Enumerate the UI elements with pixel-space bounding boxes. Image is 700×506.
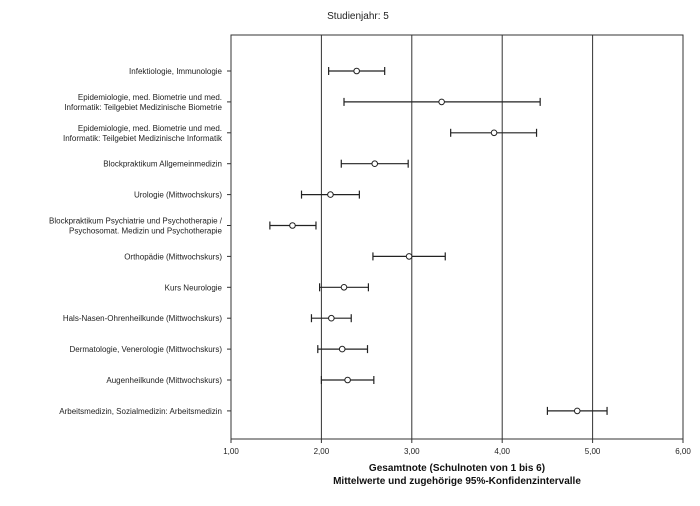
mean-marker <box>406 254 412 260</box>
category-label-4: Blockpraktikum Allgemeinmedizin <box>103 159 222 169</box>
mean-marker <box>574 408 580 414</box>
x-tick-label-6: 6,00 <box>675 447 691 456</box>
mean-marker <box>345 377 351 383</box>
category-label-2-line-1: Epidemiologie, med. Biometrie und med. <box>77 92 222 102</box>
mean-marker <box>339 346 345 352</box>
error-bar-10 <box>318 345 368 353</box>
category-label-11: Augenheilkunde (Mittwochskurs) <box>106 376 222 385</box>
x-tick-label-2: 2,00 <box>313 447 330 456</box>
category-label-5: Urologie (Mittwochskurs) <box>133 190 222 200</box>
category-label-7: Orthopädie (Mittwochskurs) <box>124 252 222 262</box>
category-label-3-line-2: Informatik: Teilgebiet Medizinische Informatik <box>62 133 222 143</box>
reference-lines <box>321 35 592 439</box>
error-bar-7 <box>373 252 445 260</box>
mean-marker <box>372 161 378 167</box>
category-label-2-line-2: Informatik: Teilgebiet Medizinische Biometrie <box>64 102 222 112</box>
mean-marker <box>290 223 296 229</box>
category-label-6-line-2: Psychosomat. Medizin und Psychotherapie <box>69 226 222 236</box>
x-tick-label-3: 3,00 <box>404 447 420 456</box>
error-bar-5 <box>302 191 360 199</box>
category-label-9: Hals-Nasen-Ohrenheilkunde (Mittwochskurs) <box>62 314 222 324</box>
x-axis-label-line1: Gesamtnote (Schulnoten von 1 bis 6) <box>368 463 546 474</box>
x-axis-label-line2: Mittelwerte und zugehörige 95%-Konfidenzintervalle <box>333 476 581 487</box>
plot-frame <box>231 35 683 439</box>
error-bar-8 <box>320 283 369 291</box>
category-label-12: Arbeitsmedizin, Sozialmedizin: Arbeitsmedizin <box>59 406 222 416</box>
error-bar-6 <box>270 222 316 230</box>
error-bar-12 <box>547 407 607 415</box>
x-axis <box>223 439 691 456</box>
category-label-6-line-1: Blockpraktikum Psychiatrie und Psychotherapie / <box>49 216 222 226</box>
mean-marker <box>439 99 445 105</box>
category-label-3-line-1: Epidemiologie, med. Biometrie und med. <box>77 123 222 133</box>
error-bar-4 <box>341 160 408 168</box>
category-label-8: Kurs Neurologie <box>164 283 222 293</box>
mean-marker <box>341 285 347 291</box>
chart-title: Studienjahr: 5 <box>327 11 389 22</box>
error-bar-3 <box>451 129 537 137</box>
error-bar-11 <box>321 376 373 384</box>
x-tick-label-5: 5,00 <box>584 447 601 456</box>
error-bar-series <box>270 67 607 415</box>
mean-marker <box>491 130 497 136</box>
error-bar-2 <box>344 98 540 106</box>
x-tick-label-1: 1,00 <box>223 447 239 456</box>
error-bar-1 <box>329 67 385 75</box>
x-tick-label-4: 4,00 <box>494 447 510 456</box>
error-bar-9 <box>311 314 351 322</box>
mean-marker <box>329 315 335 321</box>
mean-marker <box>328 192 334 198</box>
category-label-10: Dermatologie, Venerologie (Mittwochskurs) <box>69 345 222 355</box>
mean-marker <box>354 68 360 74</box>
category-labels <box>49 67 231 416</box>
category-label-1: Infektiologie, Immunologie <box>129 67 222 76</box>
